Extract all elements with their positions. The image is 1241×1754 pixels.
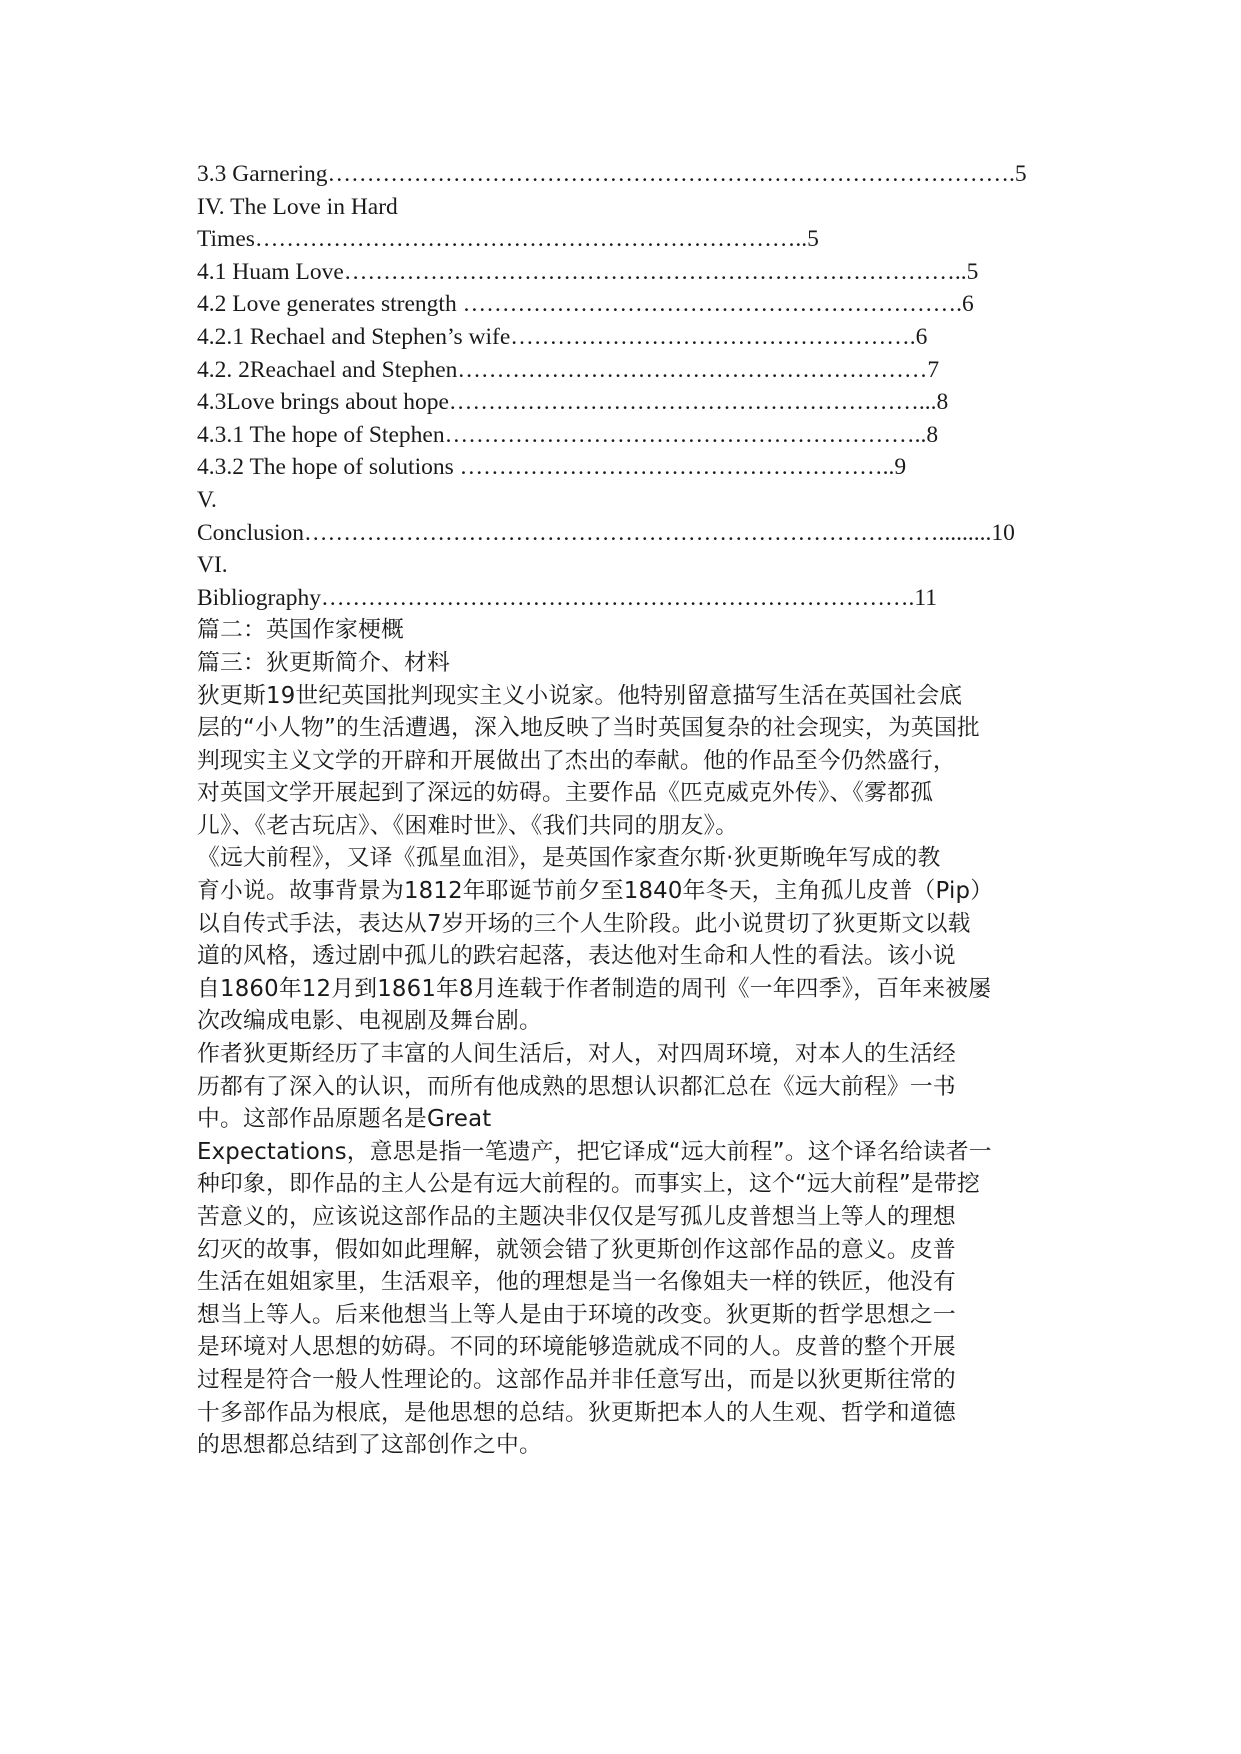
toc-entry: V.: [197, 486, 217, 513]
toc-entry: 4.3.1 The hope of Stephen……………………………………………………..8: [197, 421, 939, 448]
toc-entry: 4.2 Love generates strength ……………………………………………………….6: [197, 291, 974, 318]
text-line: 作者狄更斯经历了丰富的人间生活后，对人，对四周环境，对本人的生活经: [197, 1041, 956, 1068]
text-line: 对英国文学开展起到了深远的妨碍。主要作品《匹克威克外传》、《雾都孤: [197, 780, 934, 807]
toc-entry: 4.2.1 Rechael and Stephen’s wife…………………………………………….6: [197, 323, 928, 350]
section-heading-2: 篇二：英国作家梗概: [197, 617, 404, 644]
text-line: 次改编成电影、电视剧及舞台剧。: [197, 1008, 542, 1035]
text-line: 自1860年12月到1861年8月连载于作者制造的周刊《一年四季》，百年来被屡: [197, 975, 992, 1002]
toc-entry: 4.3Love brings about hope……………………………………………………...8: [197, 389, 949, 416]
text-line: 是环境对人思想的妨碍。不同的环境能够造就成不同的人。皮普的整个开展: [197, 1334, 956, 1361]
text-line: Expectations，意思是指一笔遗产，把它译成“远大前程”。这个译名给读者一: [197, 1138, 992, 1165]
text-line: 儿》、《老古玩店》、《困难时世》、《我们共同的朋友》。: [197, 812, 739, 839]
toc-entry: 4.3.2 The hope of solutions ………………………………………………..9: [197, 454, 907, 481]
text-line: 历都有了深入的认识，而所有他成熟的思想认识都汇总在《远大前程》一书: [197, 1073, 956, 1100]
section-heading-3: 篇三：狄更斯简介、材料: [197, 649, 450, 676]
toc-entry: IV. The Love in Hard: [197, 193, 398, 220]
toc-entry: VI.: [197, 552, 228, 579]
text-line: 中。这部作品原题名是Great: [197, 1106, 492, 1133]
text-line: 以自传式手法，表达从7岁开场的三个人生阶段。此小说贯切了狄更斯文以载: [197, 910, 971, 937]
text-line: 生活在姐姐家里，生活艰辛，他的理想是当一名像姐夫一样的铁匠，他没有: [197, 1269, 956, 1296]
toc-entry: Conclusion……………………………………………………………………….........10: [197, 519, 1015, 546]
text-line: 苦意义的，应该说这部作品的主题决非仅仅是写孤儿皮普想当上等人的理想: [197, 1204, 956, 1230]
text-line: 幻灭的故事，假如如此理解，就领会错了狄更斯创作这部作品的意义。皮普: [197, 1236, 956, 1263]
document-page: [197, 158, 1057, 1462]
toc-entry: Times……………………………………………………………..5: [197, 226, 819, 253]
toc-entry: 4.2. 2Reachael and Stephen……………………………………………………7: [197, 356, 940, 383]
text-line: 《远大前程》，又译《孤星血泪》，是英国作家查尔斯·狄更斯晚年写成的教: [197, 845, 941, 872]
text-line: 的思想都总结到了这部创作之中。: [197, 1432, 542, 1459]
text-line: 育小说。故事背景为1812年耶诞节前夕至1840年冬天，主角孤儿皮普（Pip）: [197, 878, 994, 905]
toc-entry: 3.3 Garnering…………………………………………………………………………….5: [197, 161, 1027, 187]
text-line: 判现实主义文学的开辟和开展做出了杰出的奉献。他的作品至今仍然盛行，: [197, 747, 956, 774]
text-line: 十多部作品为根底，是他思想的总结。狄更斯把本人的人生观、哲学和道德: [197, 1399, 956, 1426]
text-line: 道的风格，透过剧中孤儿的跌宕起落，表达他对生命和人性的看法。该小说: [197, 943, 956, 970]
body-text: [197, 680, 1057, 1462]
toc-entry: 4.1 Huam Love……………………………………………………………………..5: [197, 258, 979, 285]
text-line: 层的“小人物”的生活遭遇，深入地反映了当时英国复杂的社会现实，为英国批: [197, 715, 980, 742]
text-line: 想当上等人。后来他想当上等人是由于环境的改变。狄更斯的哲学思想之一: [197, 1301, 956, 1328]
text-line: 种印象，即作品的主人公是有远大前程的。而事实上，这个“远大前程”是带挖: [197, 1171, 980, 1198]
text-line: 过程是符合一般人性理论的。这部作品并非任意写出，而是以狄更斯往常的: [197, 1366, 956, 1393]
toc-entry: Bibliography………………………………………………………………….11: [197, 584, 938, 611]
table-of-contents: [197, 158, 1057, 614]
text-line: 狄更斯19世纪英国批判现实主义小说家。他特别留意描写生活在英国社会底: [197, 682, 963, 709]
